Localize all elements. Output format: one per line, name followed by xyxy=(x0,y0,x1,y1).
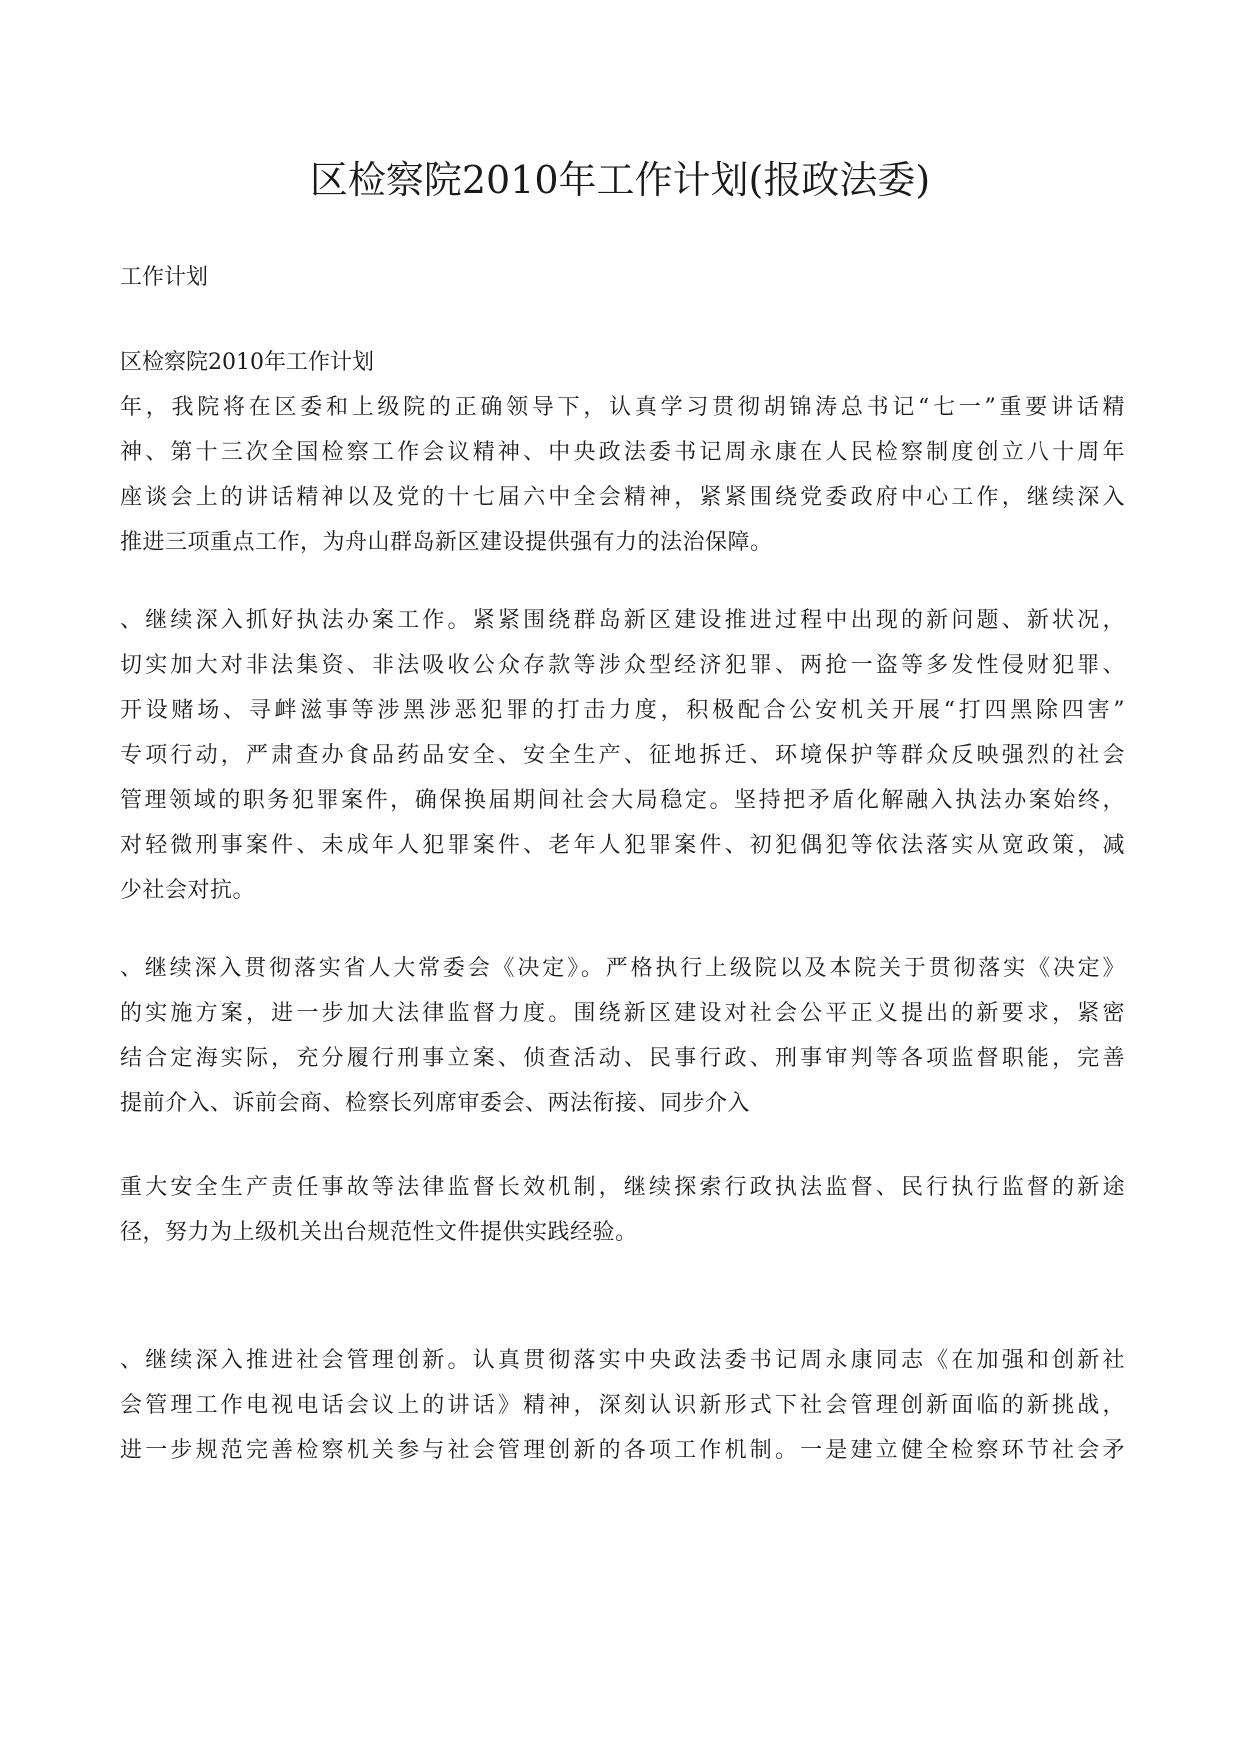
paragraph-line: 重大安全生产责任事故等法律监督长效机制，继续探索行政执法监督、民行执行监督的新途 xyxy=(120,1175,1125,1200)
paragraph-line: 专项行动，严肃查办食品药品安全、安全生产、征地拆迁、环境保护等群众反映强烈的社会 xyxy=(120,743,1125,768)
paragraph-line: 、继续深入贯彻落实省人大常委会《决定》。严格执行上级院以及本院关于贯彻落实《决定》 xyxy=(120,956,1125,981)
paragraph-line: 提前介入、诉前会商、检察长列席审委会、两法衔接、同步介入 xyxy=(120,1091,751,1116)
paragraph-point-1 xyxy=(120,598,1125,913)
section-heading: 工作计划 xyxy=(120,265,209,290)
paragraph-line: 进一步规范完善检察机关参与社会管理创新的各项工作机制。一是建立健全检察环节社会矛 xyxy=(120,1438,1125,1463)
paragraph-line: 结合定海实际，充分履行刑事立案、侦查活动、民事行政、刑事审判等各项监督职能，完善 xyxy=(120,1046,1125,1071)
paragraph-line: 开设赌场、寻衅滋事等涉黑涉恶犯罪的打击力度，积极配合公安机关开展“打四黑除四害” xyxy=(120,698,1125,723)
paragraph-line: 对轻微刑事案件、未成年人犯罪案件、老年人犯罪案件、初犯偶犯等依法落实从宽政策，减 xyxy=(120,833,1125,858)
paragraph-line: 管理领域的职务犯罪案件，确保换届期间社会大局稳定。坚持把矛盾化解融入执法办案始终， xyxy=(120,788,1125,813)
paragraph-point-3 xyxy=(120,1338,1125,1473)
paragraph-line: 少社会对抗。 xyxy=(120,878,256,903)
paragraph-point-2-continued xyxy=(120,1165,1125,1255)
paragraph-intro xyxy=(120,385,1125,565)
paragraph-line: 径，努力为上级机关出台规范性文件提供实践经验。 xyxy=(120,1220,638,1245)
paragraph-line: 座谈会上的讲话精神以及党的十七届六中全会精神，紧紧围绕党委政府中心工作，继续深入 xyxy=(120,485,1125,510)
document-subtitle: 区检察院2010年工作计划 xyxy=(120,350,374,375)
paragraph-line: 切实加大对非法集资、非法吸收公众存款等涉众型经济犯罪、两抢一盗等多发性侵财犯罪、 xyxy=(120,653,1125,678)
paragraph-line: 会管理工作电视电话会议上的讲话》精神，深刻认识新形式下社会管理创新面临的新挑战， xyxy=(120,1393,1125,1418)
paragraph-point-2 xyxy=(120,946,1125,1126)
paragraph-line: 、继续深入抓好执法办案工作。紧紧围绕群岛新区建设推进过程中出现的新问题、新状况， xyxy=(120,608,1125,633)
paragraph-line: 推进三项重点工作，为舟山群岛新区建设提供强有力的法治保障。 xyxy=(120,530,773,555)
paragraph-line: 年，我院将在区委和上级院的正确领导下，认真学习贯彻胡锦涛总书记“七一”重要讲话精 xyxy=(120,395,1125,420)
paragraph-line: 的实施方案，进一步加大法律监督力度。围绕新区建设对社会公平正义提出的新要求，紧密 xyxy=(120,1001,1125,1026)
paragraph-line: 神、第十三次全国检察工作会议精神、中央政法委书记周永康在人民检察制度创立八十周年 xyxy=(120,440,1125,465)
document-title: 区检察院2010年工作计划(报政法委) xyxy=(309,158,931,202)
paragraph-line: 、继续深入推进社会管理创新。认真贯彻落实中央政法委书记周永康同志《在加强和创新社 xyxy=(120,1348,1125,1373)
